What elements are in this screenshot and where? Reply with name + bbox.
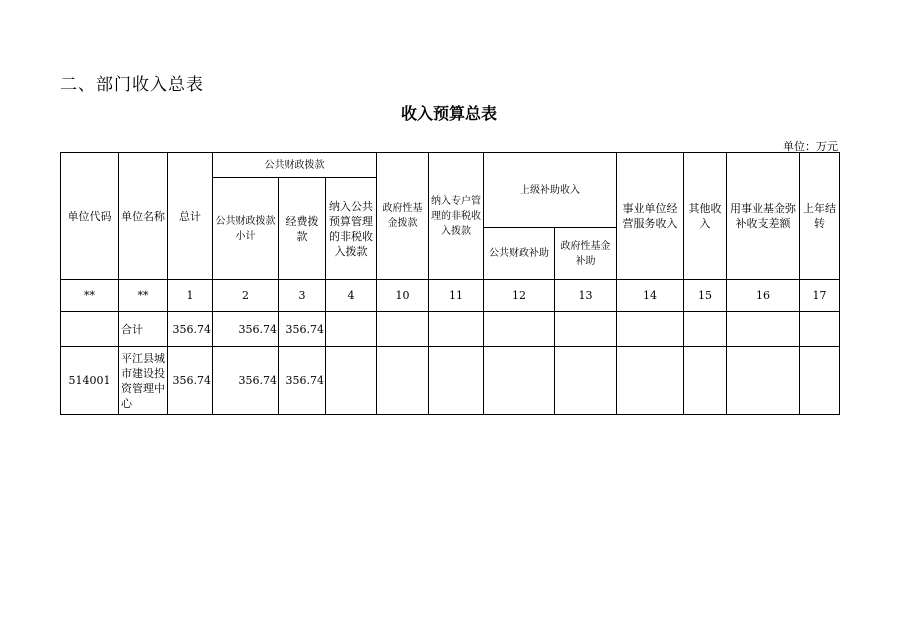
header-nontax-budget: 纳入公共预算管理的非税收入拨款: [326, 178, 377, 280]
empty-cell: [326, 347, 377, 415]
unit-name: 平江县城市建设投资管理中心: [119, 347, 168, 415]
header-expense-alloc: 经费拨款: [279, 178, 326, 280]
header-business-income: 事业单位经营服务收入: [617, 153, 684, 280]
empty-cell: [484, 312, 555, 347]
empty-cell: [727, 347, 800, 415]
index-cell: 1: [168, 280, 213, 312]
unit-row: [61, 347, 840, 415]
index-cell: 17: [800, 280, 840, 312]
header-unit-name: 单位名称: [119, 153, 168, 280]
total-expense: 356.74: [279, 312, 326, 347]
header-gov-fund-alloc: 政府性基金拨款: [377, 153, 429, 280]
empty-cell: [617, 347, 684, 415]
header-total: 总计: [168, 153, 213, 280]
header-public-fiscal-subsidy: 公共财政补助: [484, 228, 555, 280]
empty-cell: [377, 347, 429, 415]
empty-cell: [555, 312, 617, 347]
index-cell: 11: [429, 280, 484, 312]
index-cell: 4: [326, 280, 377, 312]
index-cell: 13: [555, 280, 617, 312]
unit-label: 单位：万元: [783, 140, 838, 153]
empty-cell: [800, 312, 840, 347]
total-label: 合计: [119, 312, 168, 347]
empty-cell: [429, 347, 484, 415]
index-cell: 10: [377, 280, 429, 312]
unit-code: 514001: [61, 347, 119, 415]
header-nontax-special: 纳入专户管理的非税收入拨款: [429, 153, 484, 280]
total-subtotal: 356.74: [213, 312, 279, 347]
header-public-fiscal-subtotal: 公共财政拨款小计: [213, 178, 279, 280]
index-cell: 12: [484, 280, 555, 312]
index-cell: 16: [727, 280, 800, 312]
empty-cell: [684, 347, 727, 415]
income-budget-table: [60, 152, 840, 415]
header-gov-fund-subsidy: 政府性基金补助: [555, 228, 617, 280]
total-total: 356.74: [168, 312, 213, 347]
index-row: [61, 280, 840, 312]
index-cell: 2: [213, 280, 279, 312]
header-fund-offset: 用事业基金弥补收支差额: [727, 153, 800, 280]
index-cell: **: [61, 280, 119, 312]
index-cell: **: [119, 280, 168, 312]
table-title: 收入预算总表: [400, 104, 497, 123]
unit-total: 356.74: [168, 347, 213, 415]
empty-cell: [617, 312, 684, 347]
index-cell: 3: [279, 280, 326, 312]
index-cell: 15: [684, 280, 727, 312]
header-superior-subsidy: 上级补助收入: [484, 153, 617, 228]
section-title: 二、部门收入总表: [60, 75, 204, 95]
header-prior-year-carryover: 上年结转: [800, 153, 840, 280]
header-public-fiscal: 公共财政拨款: [213, 153, 377, 178]
empty-cell: [377, 312, 429, 347]
index-cell: 14: [617, 280, 684, 312]
total-row: [61, 312, 840, 347]
empty-cell: [800, 347, 840, 415]
empty-cell: [484, 347, 555, 415]
empty-cell: [326, 312, 377, 347]
empty-cell: [61, 312, 119, 347]
header-other-income: 其他收入: [684, 153, 727, 280]
unit-expense: 356.74: [279, 347, 326, 415]
empty-cell: [555, 347, 617, 415]
empty-cell: [727, 312, 800, 347]
empty-cell: [429, 312, 484, 347]
empty-cell: [684, 312, 727, 347]
unit-subtotal: 356.74: [213, 347, 279, 415]
header-unit-code: 单位代码: [61, 153, 119, 280]
